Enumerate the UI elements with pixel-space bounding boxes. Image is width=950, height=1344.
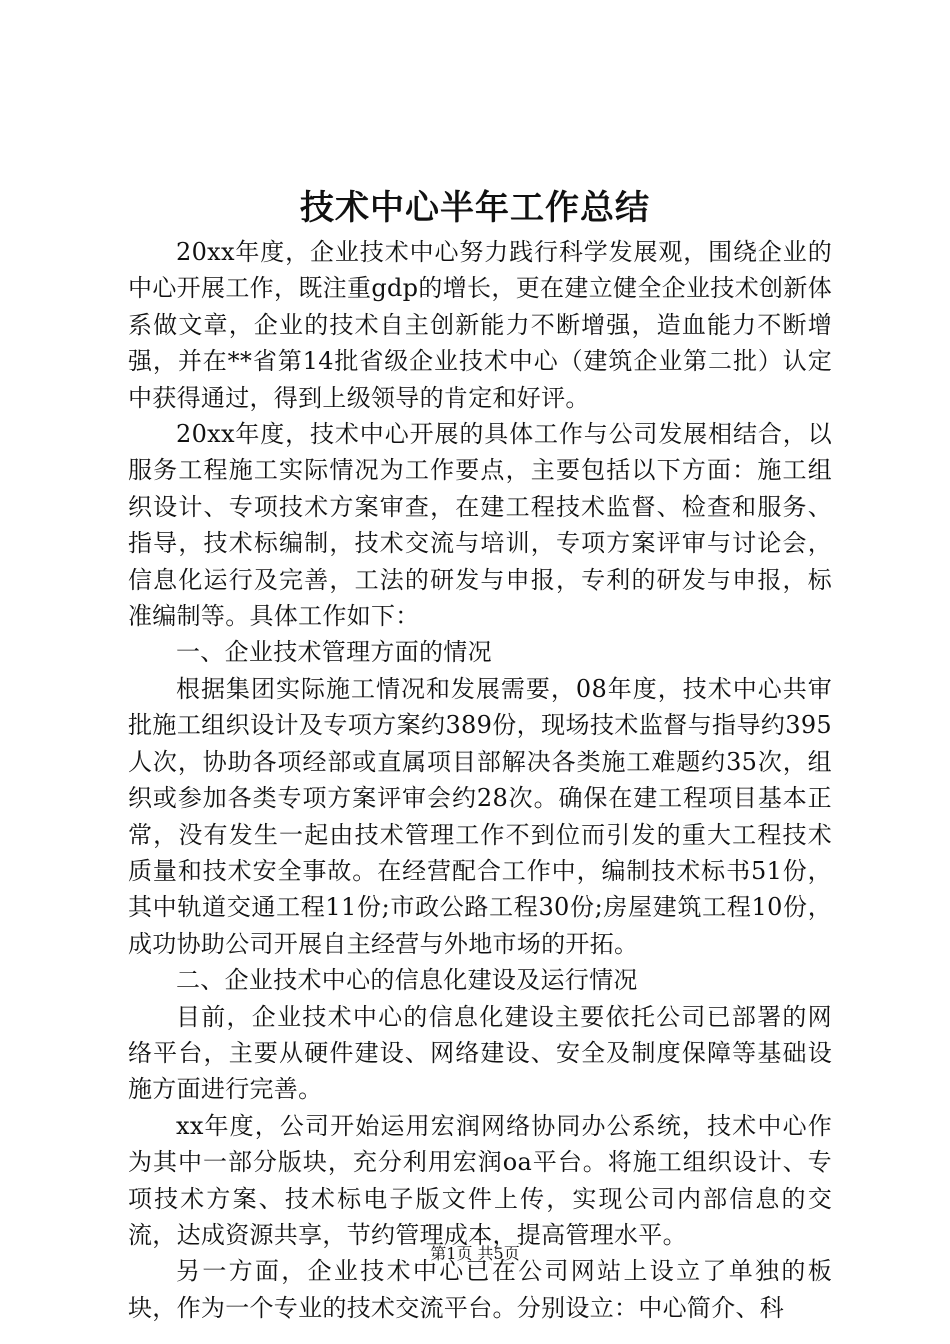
paragraph-technical-management: 根据集团实际施工情况和发展需要，08年度，技术中心共审批施工组织设计及专项方案约389份，现场技术监督与指导约395人次，协助各项经部或直属项目部解决各类施工难题约35次，组织或参加各类专项方案评审会约28次。确保在建工程项目基本正常，没有发生一起由技术管理工作不到位而引发的重大工程技术质量和技术安全事故。在经营配合工作中，编制技术标书51份，其中轨道交通工程11份;市政公路工程30份;房屋建筑工程10份，成功协助公司开展自主经营与外地市场的开拓。 bbox=[128, 674, 832, 958]
section-heading-informatization: 二、企业技术中心的信息化建设及运行情况 bbox=[176, 966, 638, 995]
paragraph-website-section: 另一方面，企业技术中心已在公司网站上设立了单独的板块，作为一个专业的技术交流平台。分别设立：中心简介、科 bbox=[128, 1257, 832, 1322]
paragraph-oa-system: xx年度，公司开始运用宏润网络协同办公系统，技术中心作为其中一部分版块，充分利用宏润oa平台。将施工组织设计、专项技术方案、技术标电子版文件上传，实现公司内部信息的交流，达成资源共享，节约管理成本，提高管理水平。 bbox=[128, 1111, 832, 1249]
document-title: 技术中心半年工作总结 bbox=[300, 188, 650, 228]
page-footer: 第1页 共5页 bbox=[430, 1244, 520, 1263]
paragraph-scope: 20xx年度，技术中心开展的具体工作与公司发展相结合，以服务工程施工实际情况为工作要点，主要包括以下方面：施工组织设计、专项技术方案审查，在建工程技术监督、检查和服务、指导，技术标编制，技术交流与培训，专项方案评审与讨论会，信息化运行及完善，工法的研发与申报，专利的研发与申报，标准编制等。具体工作如下： bbox=[128, 420, 832, 631]
paragraph-intro: 20xx年度，企业技术中心努力践行科学发展观，围绕企业的中心开展工作，既注重gdp的增长，更在建立健全企业技术创新体系做文章，企业的技术自主创新能力不断增强，造血能力不断增强，并在**省第14批省级企业技术中心（建筑企业第二批）认定中获得通过，得到上级领导的肯定和好评。 bbox=[128, 238, 832, 412]
paragraph-informatization-current: 目前，企业技术中心的信息化建设主要依托公司已部署的网络平台，主要从硬件建设、网络建设、安全及制度保障等基础设施方面进行完善。 bbox=[128, 1002, 832, 1104]
document-body bbox=[128, 234, 832, 1326]
section-heading-technical-management: 一、企业技术管理方面的情况 bbox=[176, 638, 492, 667]
